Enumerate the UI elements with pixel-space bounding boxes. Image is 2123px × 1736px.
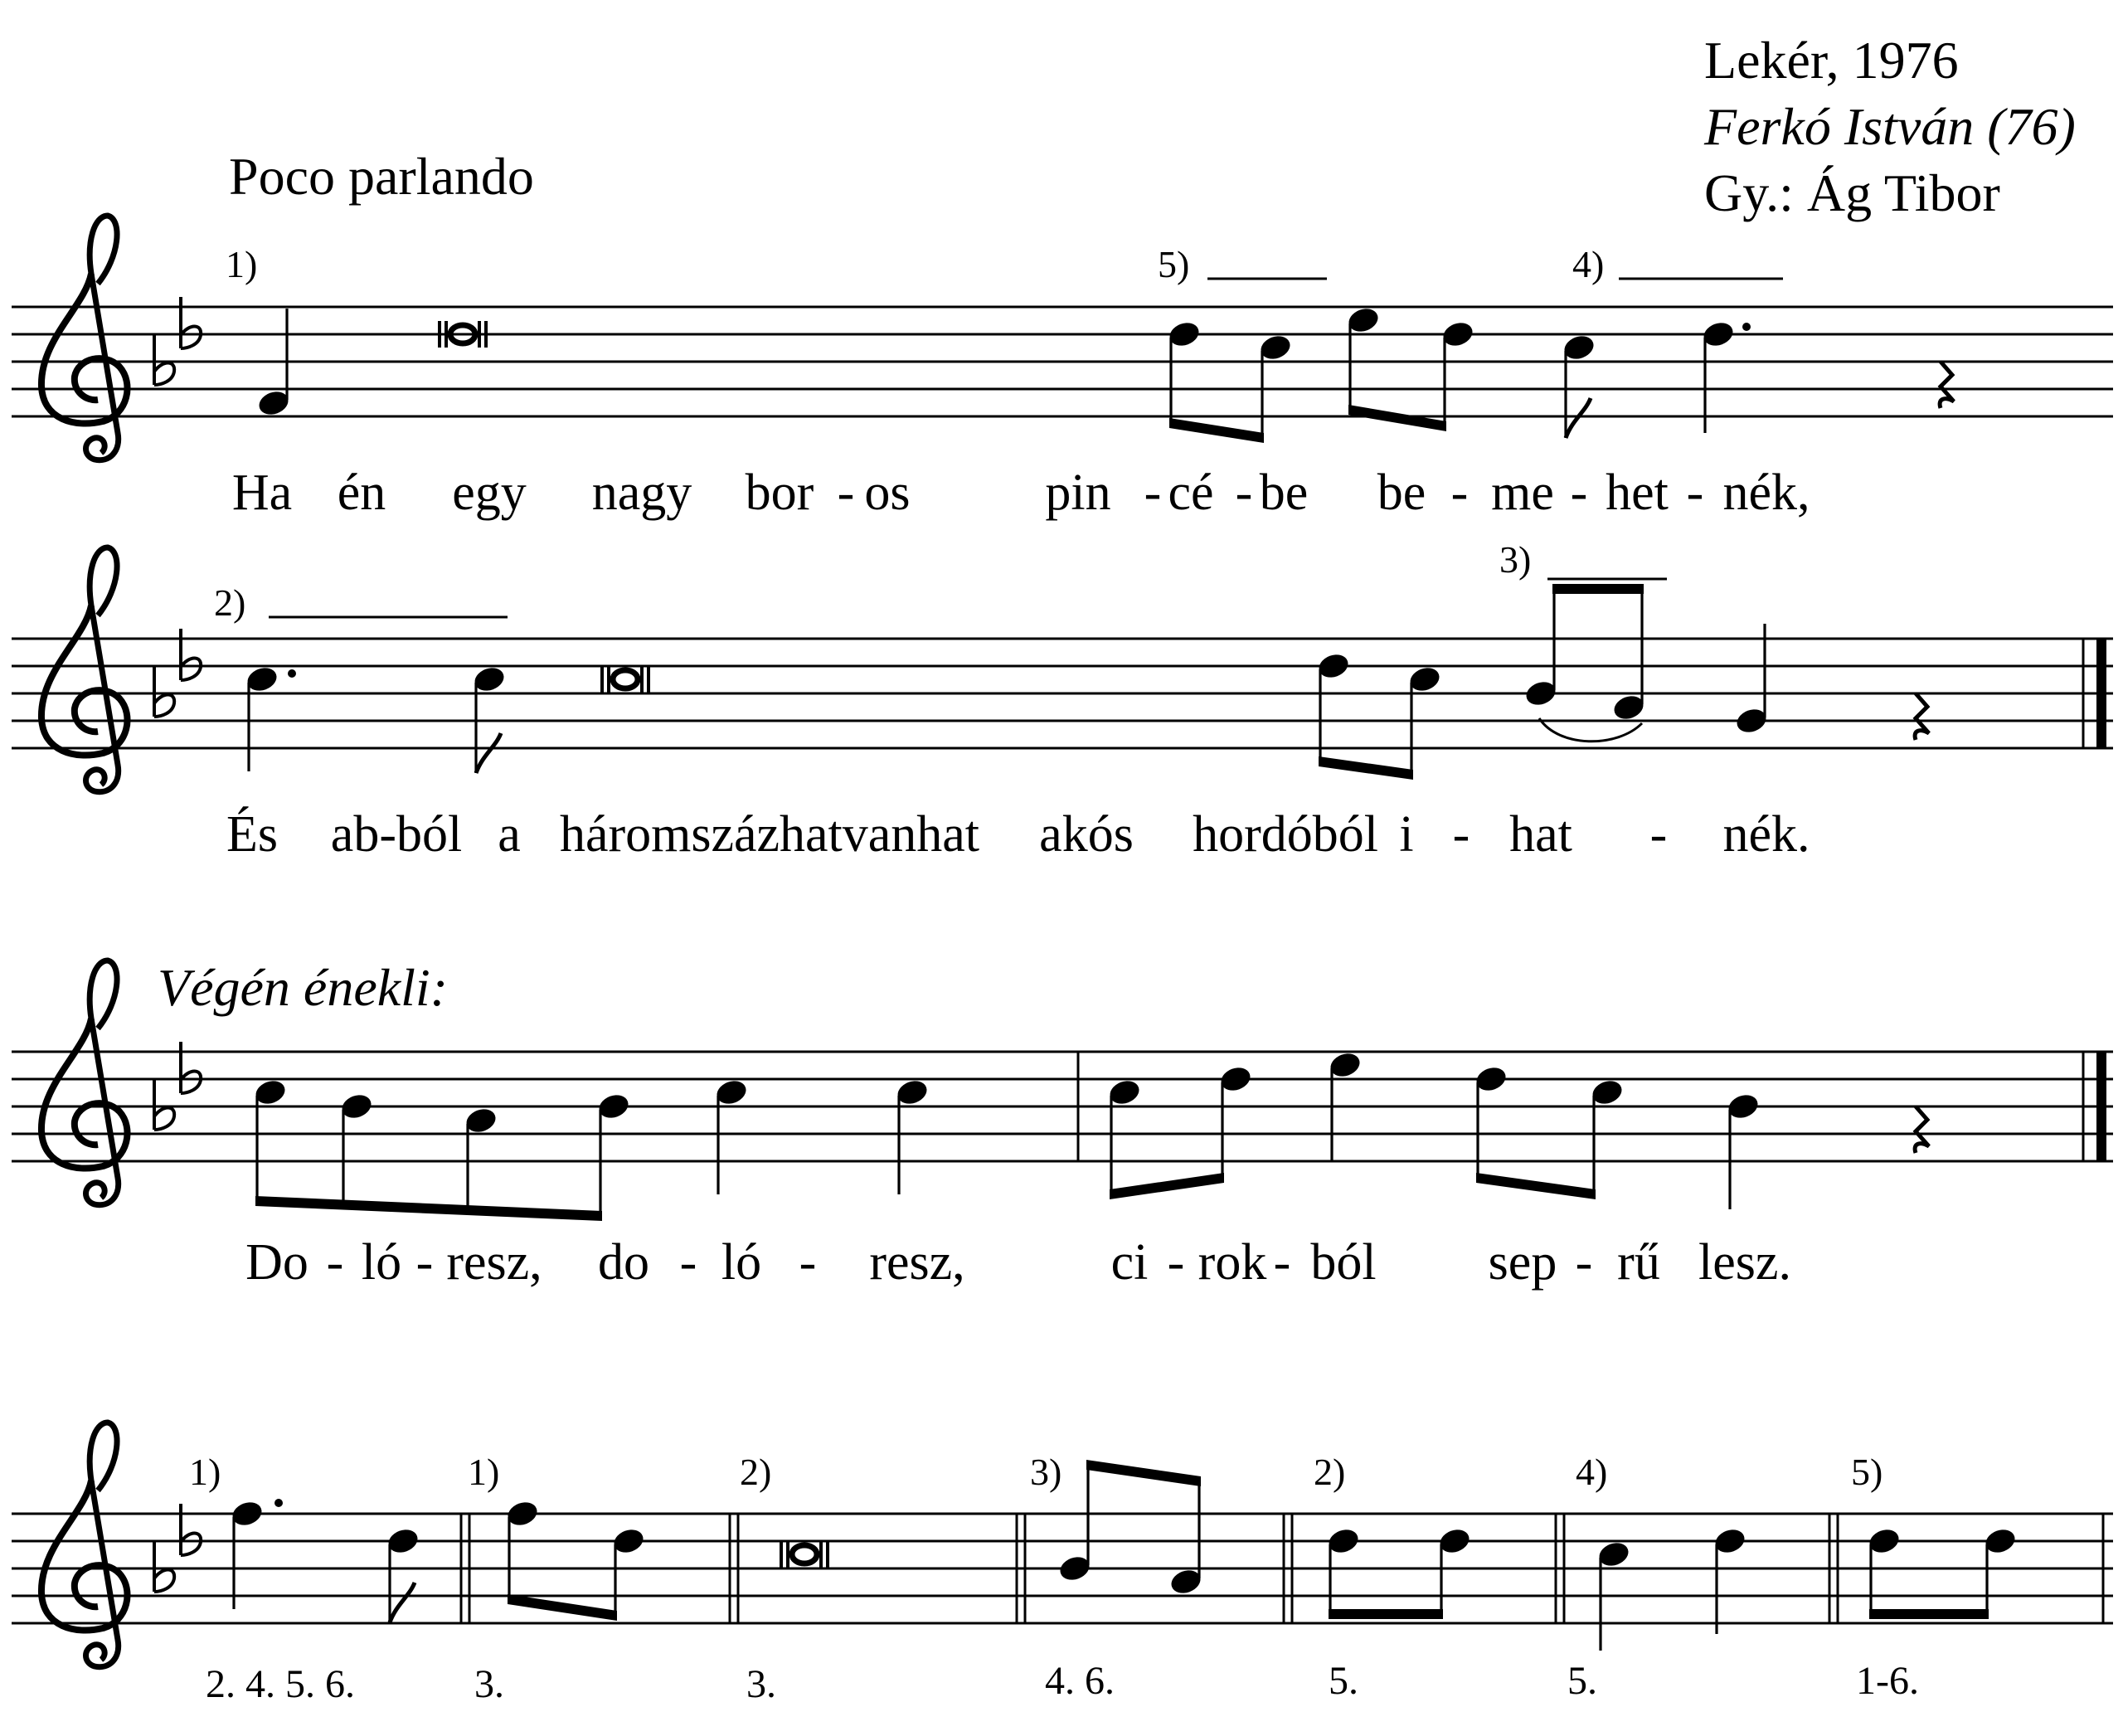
lyric-syllable: - xyxy=(799,1234,817,1291)
lyric-syllable: resz, xyxy=(446,1234,542,1291)
lyric-syllable: - xyxy=(1450,464,1469,521)
key-signature-flats-icon xyxy=(154,629,201,717)
staff-4-variants xyxy=(12,1422,2113,1667)
lyric-syllable: - xyxy=(415,1234,434,1291)
staff-lines-1 xyxy=(12,307,2113,416)
mark-4: 4) xyxy=(1572,243,1605,285)
variant-mark-4: 4) xyxy=(1576,1451,1608,1493)
variant-label: 2. 4. 5. 6. xyxy=(206,1662,355,1706)
singer-name: Ferkó István (76) xyxy=(1704,97,2076,156)
brevis-note xyxy=(781,1541,828,1568)
lyric-syllable: akós xyxy=(1039,806,1134,863)
lyric-syllable: hordóból xyxy=(1193,806,1378,863)
lyric-syllable: do xyxy=(598,1234,649,1291)
lyrics-line-3 xyxy=(245,1234,1791,1291)
quarter-rest-icon xyxy=(1915,1106,1929,1153)
brevis-note xyxy=(602,666,649,693)
lyric-syllable: be xyxy=(1377,464,1426,521)
lyric-syllable: nék. xyxy=(1722,806,1810,863)
lyric-syllable: het xyxy=(1606,464,1669,521)
lyric-syllable: rok xyxy=(1198,1234,1267,1291)
lyric-syllable: - xyxy=(1570,464,1588,521)
mark-3: 3) xyxy=(1499,538,1532,581)
lyric-syllable: - xyxy=(1273,1234,1291,1291)
lyric-syllable: rű xyxy=(1617,1234,1660,1291)
mark-5: 5) xyxy=(1158,243,1190,285)
tempo-marking: Poco parlando xyxy=(229,147,534,206)
lyric-syllable: ló xyxy=(361,1234,402,1291)
lyric-syllable: ló xyxy=(721,1234,762,1291)
lyric-syllable: Ha xyxy=(231,464,293,521)
variant-mark-3: 3) xyxy=(1030,1451,1062,1493)
lyric-syllable: ci xyxy=(1110,1234,1149,1291)
lyric-syllable: - xyxy=(837,464,855,521)
lyric-syllable: én xyxy=(337,464,386,521)
lyric-syllable: i xyxy=(1399,806,1414,863)
lyric-syllable: háromszázhatvanhat xyxy=(559,806,980,863)
staff-1 xyxy=(12,216,2113,460)
key-signature-flats-icon xyxy=(154,297,201,385)
lyric-syllable: sep xyxy=(1488,1234,1557,1291)
treble-clef-icon xyxy=(41,547,128,792)
staff-2 xyxy=(12,538,2113,792)
variant-mark-2b: 2) xyxy=(1314,1451,1346,1493)
lyric-syllable: bor xyxy=(745,464,814,521)
variant-label: 3. xyxy=(746,1662,776,1706)
lyric-syllable: nagy xyxy=(591,464,692,521)
lyric-syllable: - xyxy=(326,1234,344,1291)
mark-1: 1) xyxy=(226,243,258,285)
lyric-syllable: - xyxy=(1452,806,1470,863)
lyric-syllable: Do xyxy=(245,1234,308,1291)
lyric-syllable: ból xyxy=(1310,1234,1377,1291)
lyric-syllable: be xyxy=(1259,464,1309,521)
variant-label: 3. xyxy=(474,1662,504,1706)
lyric-syllable: És xyxy=(226,806,278,863)
lyrics-line-2 xyxy=(226,806,1810,863)
treble-clef-icon xyxy=(41,960,128,1205)
variant-mark-5: 5) xyxy=(1851,1451,1883,1493)
lyric-syllable: cé xyxy=(1168,464,1214,521)
variant-label: 4. 6. xyxy=(1045,1659,1115,1703)
lyric-syllable: pin xyxy=(1045,464,1111,521)
lyric-syllable: egy xyxy=(452,464,527,521)
lyric-syllable: - xyxy=(1649,806,1668,863)
collector: Gy.: Ág Tibor xyxy=(1704,163,2000,222)
variant-label: 1-6. xyxy=(1856,1659,1919,1703)
lyric-syllable: hat xyxy=(1509,806,1572,863)
quarter-rest-icon xyxy=(1940,362,1954,408)
lyric-syllable: os xyxy=(864,464,911,521)
lyric-syllable: - xyxy=(679,1234,697,1291)
lyrics-line-1 xyxy=(232,464,1810,521)
lyric-syllable: resz, xyxy=(869,1234,965,1291)
place-date: Lekér, 1976 xyxy=(1704,31,1959,90)
lyric-syllable: me xyxy=(1491,464,1554,521)
lyric-syllable: - xyxy=(1144,464,1162,521)
lyric-syllable: - xyxy=(1686,464,1704,521)
staff-lines-3 xyxy=(12,1052,2113,1161)
variant-label: 5. xyxy=(1329,1659,1358,1703)
key-signature-flats-icon xyxy=(154,1504,201,1592)
lyric-syllable: ab-ból xyxy=(330,806,463,863)
key-signature-flats-icon xyxy=(154,1042,201,1130)
staff-lines-2 xyxy=(12,639,2113,748)
variant-mark-1: 1) xyxy=(189,1451,221,1493)
lyric-syllable: nék, xyxy=(1722,464,1810,521)
variant-mark-1b: 1) xyxy=(468,1451,500,1493)
ending-label: Végén énekli: xyxy=(158,958,448,1017)
lyric-syllable: - xyxy=(1235,464,1253,521)
lyric-syllable: lesz. xyxy=(1698,1234,1791,1291)
variant-mark-2: 2) xyxy=(740,1451,772,1493)
lyric-syllable: - xyxy=(1575,1234,1593,1291)
mark-2: 2) xyxy=(214,581,246,624)
variant-labels xyxy=(206,1659,1919,1706)
lyric-syllable: - xyxy=(1167,1234,1185,1291)
variant-label: 5. xyxy=(1567,1659,1597,1703)
treble-clef-icon xyxy=(41,216,128,460)
quarter-rest-icon xyxy=(1915,693,1929,740)
treble-clef-icon xyxy=(41,1422,128,1667)
lyric-syllable: a xyxy=(498,806,521,863)
